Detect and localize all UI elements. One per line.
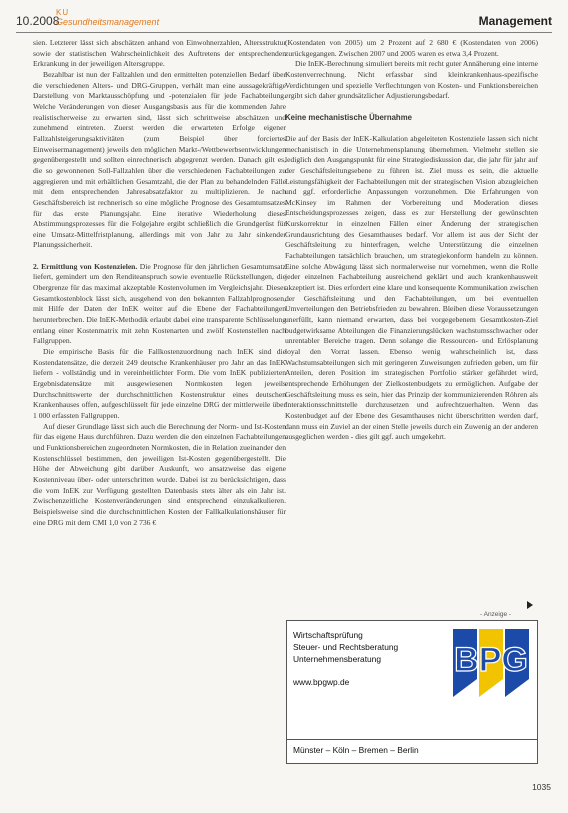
paragraph: Bezahlbar ist nun der Fallzahlen und den ermittelten potenziellen Bedarf über die verschiedenen Alters- und DRG-Gruppen, verhält man eine aussagekräftige Darstellung von Marktausschöpfung und -potenzialen für jede Fachabteilung. Welche Veränderungen von dieser Ausgangsbasis aus für die kommenden Jahre realistischerweise zu erwarten sind, lässt sich schrittweise abschätzen und zunehmend eintreten. Zuerst werden die erwarteten Erfolge eigener Fallzahlsteigerungsaktivitäten (zum Beispiel über forciertes Einweisermanagement) jeweils den möglichen Markt-/Wettbewerbsentwicklungen gegenübergestellt und sollten einrechnerisch abgegrenzt werden. Danach gilt es, die so gewonnenen Soll-Fallzahlen über die verschiedenen Fachabteilungen zu aggregieren und mit erhältlichen Gesamtzahl, die der Plan zu behandelnden Fälle mit dem entsprechenden Jahresabsatzfaktor zu multiplizieren. Je nach Geschäftsbereich ist rechnerisch so eine mögliche Prognose des Gesamtumsatzes für das erste Planungsjahr. Eine iterative Wiederholung dieses Abstimmungsprozesses für die Folgejahre ergibt schließlich die Grundgerüst für eine Umsatz-Mittelfristplanung, allerdings mit von Jahr zu Jahr sinkender Planungssicherheit. bbox=[33, 69, 286, 250]
right-column bbox=[285, 38, 538, 443]
paragraph-text: Die Prognose für den jährlichen Gesamtumsatz liefert, gemindert um den Renditeanspruch sowie eventuelle Rückstellungen, die Obergrenze für das maximal akzeptable Kostenvolumen im Vergleichsjahr. Dieser Gesamtkostenblock lässt sich, ausgehend von den bekannten Fallzahlprognosen, mit Hilfe der Daten der InEK weiter auf die Ebene der Fachabteilungen herunterbrechen. Die InEK-Methodik erlaubt dabei eine transparente Schlüsselung entlang einer Kostenmatrix mit zehn Kostenarten und zwölf Kostenstellen nach Fallgruppen. bbox=[33, 261, 286, 346]
section-title: Management bbox=[478, 14, 552, 28]
paragraph: Die auf der Basis der InEK-Kalkulation abgeleiteten Kostenziele lassen sich nicht mechanistisch in die Unternehmensplanung übernehmen. Vielmehr stellen sie lediglich den Ausgangspunkt für eine Strategiediskussion dar, die jahr für jahr auf der Geschäftsleitungsebene zu führen ist. Ziel muss es sein, die aktuelle Leistungsfähigkeit der Fachabteilungen mit der strategischen Vision abzugleichen und ggf. erforderliche Anpassungen vorzunehmen. Die Erfahrungen von McKinsey im Rahmen der Vorbereitung und Moderation dieses Entscheidungsprozesses zeigen, dass es zur Herstellung der gewünschten Kurskorrektur in einzelnen Fällen einer Änderung der strategischen Grundausrichtung des Gesamthauses bedarf. Vor allem ist aus der Sicht der Geschäftsleitung zu hinterfragen, welche Unterstützung die einzelnen Fachabteilungen tatsächlich brauchen, um strategiekonform handeln zu können. Eine solche Abwägung lässt sich normalerweise nur vornehmen, wenn die Rolle jeder einzelnen Fachabteilung ausreichend geklärt und auch krankenhausweit akzeptiert ist. Dies erfordert eine klare und konsequente Kommunikation zwischen der Geschäftsleitung und den Fachabteilungen, um bei eventuellen Umverteilungen den Betriebsfrieden zu bewahren. Bleiben diese Voraussetzungen unerfüllt, kann niemand erwarten, dass bei vorgegebenem Gesamtkosten-Ziel budgetwirksame Abteilungen die Finanzierungslücken wachstumsschwacher oder unrentabler Bereiche tragen. Denn solange die Ressourcen- und Erlösplanung loyal den Vorrat lassen. Ebenso wenig wahrscheinlich ist, dass Wachstumsabteilungen sich mit geringeren Zuweisungen zufrieden geben, um für Anteilen, deren Position im strategischen Portfolio stärker gefährdet wird, entsprechende Erhöhungen der Zielkostenbudgets zu ermöglichen. Aufgabe der Geschäftsleitung muss es sein, hier das Prinzip der kommunizierenden Röhren als Interaktionsschnittstelle durchzusetzen und aufrechtzuerhalten. Wenn das Kostenbudget auf der Ebene des Gesamthauses nicht überschritten werden darf, dann muss ein Zuviel an der einen Stelle jeweils durch ein Zuwenig an der anderen ausgeglichen werden - dies gilt ggf. auch umgekehrt. bbox=[285, 133, 538, 442]
paragraph: Die empirische Basis für die Fallkostenzuordnung nach InEK sind die Kostendatensätze, die derzeit 249 deutsche Krankenhäuser pro Jahr an das InEK liefern - vollständig und in vereinheitlichter Form. Die vom InEK publizierten Ergebnisdatensätze mit ausgewiesenen Normkosten legen jeweils Durchschnittswerte der durchschnittlichen Kostenstruktur eines deutschen Krankenhauses offen, aufgeschlüsselt für jede einzelne DRG der mittlerweile über 1 000 erfassten Fallgruppen. bbox=[33, 347, 286, 420]
paragraph: Die InEK-Berechnung simuliert bereits mit recht guter Annäherung eine interne Kostenverrechnung. Nicht erfassbar sind kleinkrankenhaus-spezifische Verdichtungen und spezielle Verflechtungen von Kosten- und Funktionsbereichen ergibt sich daher grundsätzlicher Adjustierungsbedarf. bbox=[285, 59, 538, 101]
paragraph: Auf dieser Grundlage lässt sich auch die Berechnung der Norm- und Ist-Kosten für das eigene Haus durchführen. Dazu werden die den einzelnen Fachabteilungen und Funktionsbereichen zugeordneten Normkosten, die in Relation zueinander den Kostenschlüssel bestimmen, den jeweiligen Ist-Kosten gegenübergestellt. Die Höhe der Abweichung gibt darüber Auskunft, wo ansatzweise das eigene Kostenniveau über- oder unterschritten wurde. Dabei ist zu berücksichtigen, dass die vom InEK zur Verfügung gestellten Datenbasis stets älter als ein Jahr ist. Zwischenzeitliche Kostenveränderungen sind entsprechend einzukalkulieren. Beispielsweise sind die durchschnittlichen Kosten der Fallkalkulationshäuser für eine DRG mit dem CMI 1,0 von 2 736 € bbox=[33, 421, 286, 527]
logo-text: BPG bbox=[454, 641, 528, 679]
ad-line: Steuer- und Rechtsberatung bbox=[293, 642, 399, 652]
logo-top-text: KU bbox=[56, 8, 70, 17]
magazine-logo bbox=[56, 8, 160, 30]
page-number: 1035 bbox=[532, 782, 551, 792]
paragraph: sien. Letzterer lässt sich abschätzen anhand von Einwohnerzahlen, Altersstruktur sowie der statistischen Wahrscheinlichkeit des Auftretens der entsprechenden Erkrankung in der jeweiligen Altersgruppe. bbox=[33, 38, 286, 69]
bpg-logo bbox=[453, 629, 529, 699]
ad-services bbox=[293, 629, 398, 665]
inline-heading: 2. Ermittlung von Kostenzielen. bbox=[33, 261, 138, 271]
logo-bottom-text: Gesundheitsmanagement bbox=[56, 17, 160, 27]
advertisement bbox=[286, 620, 538, 764]
page-header bbox=[16, 10, 552, 33]
continue-arrow-icon bbox=[527, 601, 533, 609]
issue-number: 10.2008 bbox=[16, 14, 60, 28]
ad-line: Unternehmensberatung bbox=[293, 654, 381, 664]
subheading: Keine mechanistische Übernahme bbox=[285, 112, 412, 122]
ad-line: Wirtschaftsprüfung bbox=[293, 630, 363, 640]
ad-cities: Münster – Köln – Bremen – Berlin bbox=[293, 745, 419, 755]
ad-url: www.bpgwp.de bbox=[293, 677, 350, 687]
paragraph-with-heading bbox=[33, 262, 286, 347]
ad-label: - Anzeige - bbox=[480, 611, 512, 618]
left-column bbox=[33, 38, 286, 528]
paragraph: (Kostendaten von 2005) um 2 Prozent auf 2 680 € (Kostendaten von 2006) zurückgegangen. Zwischen 2007 und 2005 waren es etwa 3,4 Prozent. bbox=[285, 38, 538, 58]
ad-divider bbox=[287, 739, 537, 740]
